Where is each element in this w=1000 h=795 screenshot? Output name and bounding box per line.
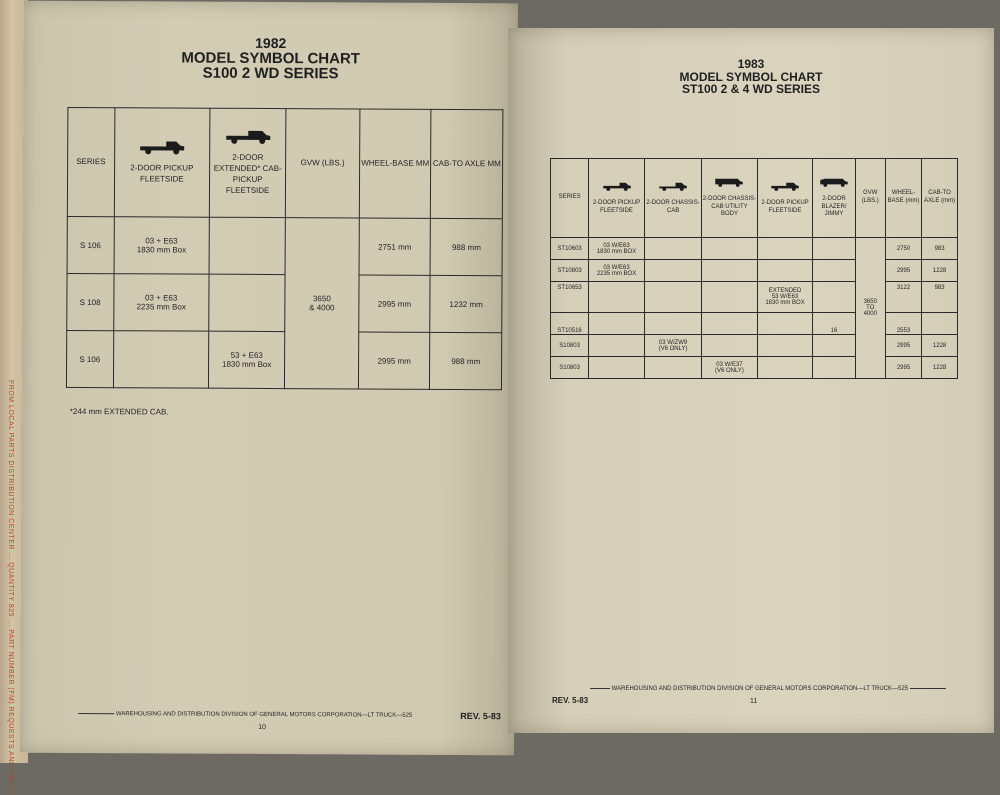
right-footer	[590, 686, 946, 692]
cell-wheelbase: 2995	[885, 335, 921, 357]
spine-stamp-text: FROM LOCAL PARTS DISTRIBUTION CENTER ... QUANTITY 825 ... PART NUMBER (FM) REQUESTS AND PARTS	[7, 380, 14, 795]
right-title-line2: MODEL SYMBOL CHART	[679, 69, 823, 84]
col-header-series: SERIES	[551, 159, 589, 238]
cell-cab-axle: 988 mm	[431, 218, 503, 275]
left-model-table	[66, 107, 503, 390]
col-header-chassis-cab-label: 2-DOOR CHASSIS-CAB	[646, 199, 700, 214]
cell-wheelbase: 2995	[885, 357, 921, 379]
table-row	[551, 238, 958, 260]
table-row	[551, 313, 958, 335]
cell-cab-axle: 983	[922, 238, 958, 260]
col-header-wheelbase: WHEEL-BASE (mm)	[885, 159, 921, 238]
col-header-gvw: GVW (LBS.)	[855, 159, 885, 238]
cell-series: S 108	[67, 273, 114, 330]
cell-wheelbase: 2553	[885, 313, 921, 335]
col-header-pickup	[589, 159, 645, 238]
col-header-cab-axle: CAB-TO AXLE MM	[431, 109, 503, 218]
cell-chassis-cab: 03 W/ZW9 (V6 ONLY)	[644, 335, 701, 357]
col-header-extended	[209, 108, 286, 217]
cell-cab-axle: 983	[922, 282, 958, 313]
blazer-icon	[819, 177, 849, 188]
cell-extended	[209, 217, 285, 274]
cell-pickup-2	[757, 238, 813, 260]
cell-chassis-cab	[644, 238, 701, 260]
col-header-blazer	[813, 159, 855, 238]
cell-gvw: 3650 & 4000	[285, 218, 359, 389]
cell-series: S10803	[551, 335, 589, 357]
cell-utility-body: 03 W/E37 (V6 ONLY)	[702, 357, 757, 379]
col-header-pickup-2-label: 2-DOOR PICKUP FLEETSIDE	[761, 199, 809, 214]
footer-rule	[590, 688, 610, 689]
cell-wheelbase: 2995 mm	[358, 332, 430, 389]
cell-chassis-cab	[644, 282, 701, 313]
cell-series: S 106	[67, 216, 114, 273]
left-footer-text: WAREHOUSING AND DISTRIBUTION DIVISION OF GENERAL MOTORS CORPORATION—LT TRUCK—525	[115, 711, 413, 719]
cell-cab-axle: 988 mm	[430, 332, 502, 389]
cell-pickup: 03 + E63 1830 mm Box	[114, 217, 210, 274]
cell-utility-body	[702, 238, 757, 260]
col-header-utility-body	[702, 159, 757, 238]
cell-pickup	[113, 331, 209, 388]
left-page	[20, 1, 518, 756]
cell-series: ST10803	[551, 260, 589, 282]
cell-blazer	[813, 357, 855, 379]
cell-utility-body	[702, 313, 757, 335]
col-header-utility-body-label: 2-DOOR CHASSIS-CAB UTILITY BODY	[702, 195, 757, 218]
col-header-pickup	[114, 108, 210, 217]
cell-utility-body	[702, 282, 757, 313]
cell-cab-axle	[922, 313, 958, 335]
col-header-pickup-2	[757, 159, 813, 238]
left-title-line2: MODEL SYMBOL CHART	[181, 49, 361, 68]
right-page-number: 11	[750, 698, 758, 705]
cell-utility-body	[702, 260, 757, 282]
chassis-cab-truck-icon	[658, 181, 688, 192]
cell-pickup	[589, 313, 645, 335]
cell-chassis-cab	[644, 313, 701, 335]
table-row	[551, 335, 958, 357]
col-header-series: SERIES	[67, 107, 114, 216]
pickup-truck-icon	[138, 140, 186, 156]
cell-wheelbase: 3122	[885, 282, 921, 313]
right-footer-text: WAREHOUSING AND DISTRIBUTION DIVISION OF GENERAL MOTORS CORPORATION—LT TRUCK—525	[611, 686, 909, 692]
cell-pickup-2	[757, 313, 813, 335]
right-title-year: 1983	[737, 57, 765, 71]
cell-cab-axle: 1228	[922, 357, 958, 379]
table-row	[67, 273, 502, 332]
cell-blazer	[813, 335, 855, 357]
footer-rule	[910, 688, 946, 689]
cell-utility-body	[702, 335, 757, 357]
cell-wheelbase: 2995 mm	[358, 275, 430, 332]
cell-wheelbase: 2995	[885, 260, 921, 282]
cell-blazer: 16	[813, 313, 855, 335]
cell-extended	[209, 274, 285, 331]
right-revision: REV. 5-83	[552, 696, 589, 705]
right-model-table	[550, 158, 958, 379]
cell-cab-axle: 1228	[922, 335, 958, 357]
cell-pickup-2: EXTENDED 53 W/E63 1830 mm BOX	[757, 282, 813, 313]
right-page-title	[508, 58, 994, 96]
cell-wheelbase: 2750	[885, 238, 921, 260]
cell-pickup: 03 W/E63 1830 mm BOX	[589, 238, 645, 260]
cell-pickup	[589, 335, 645, 357]
cell-blazer	[813, 260, 855, 282]
cell-pickup-2	[757, 260, 813, 282]
left-page-title	[24, 35, 518, 84]
left-page-number: 10	[258, 723, 266, 731]
right-table-header-row	[551, 159, 958, 238]
col-header-pickup-label: 2-DOOR PICKUP FLEETSIDE	[592, 199, 641, 214]
footer-rule	[78, 713, 114, 714]
pickup-truck-icon	[770, 181, 800, 192]
cell-blazer	[813, 238, 855, 260]
table-row	[66, 330, 501, 389]
table-row	[551, 357, 958, 379]
cell-series: ST10603	[551, 238, 589, 260]
cell-wheelbase: 2751 mm	[359, 218, 431, 275]
cell-series: ST10653	[551, 282, 589, 313]
cell-chassis-cab	[644, 357, 701, 379]
cell-cab-axle: 1228	[922, 260, 958, 282]
cell-chassis-cab	[644, 260, 701, 282]
cell-series: ST10516	[551, 313, 589, 335]
table-row	[551, 260, 958, 282]
col-header-wheelbase: WHEEL-BASE MM	[359, 109, 431, 218]
col-header-pickup-label: 2-DOOR PICKUP FLEETSIDE	[130, 163, 194, 184]
table-row	[67, 216, 502, 275]
pickup-truck-icon	[602, 181, 632, 192]
cell-cab-axle: 1232 mm	[430, 275, 502, 332]
cell-blazer	[813, 282, 855, 313]
col-header-extended-label: 2-DOOR EXTENDED* CAB-PICKUP FLEETSIDE	[213, 153, 282, 195]
col-header-gvw: GVW (LBS.)	[286, 109, 360, 218]
table-row	[551, 282, 958, 313]
left-footer	[78, 711, 412, 719]
cell-pickup	[589, 357, 645, 379]
extended-cab-truck-icon	[224, 129, 272, 145]
cell-pickup-2	[757, 335, 813, 357]
cell-pickup	[589, 282, 645, 313]
cell-extended: 53 + E63 1830 mm Box	[209, 331, 285, 388]
left-revision: REV. 5-83	[460, 711, 501, 722]
col-header-cab-axle: CAB-TO AXLE (mm)	[922, 159, 958, 238]
cell-series: S 106	[66, 330, 113, 387]
utility-body-truck-icon	[714, 177, 744, 188]
left-footnote: *244 mm EXTENDED CAB.	[69, 406, 169, 417]
cell-gvw: 3650 TO 4000	[855, 238, 885, 379]
right-title-line3: ST100 2 & 4 WD SERIES	[681, 82, 821, 97]
cell-pickup-2	[757, 357, 813, 379]
left-title-year: 1982	[255, 34, 287, 52]
cell-series: S10803	[551, 357, 589, 379]
col-header-blazer-label: 2-DOOR BLAZER/ JIMMY	[821, 195, 847, 218]
cell-pickup: 03 + E63 2235 mm Box	[113, 274, 209, 331]
col-header-chassis-cab	[644, 159, 701, 238]
left-title-line3: S100 2 WD SERIES	[202, 65, 339, 83]
right-page	[508, 28, 994, 733]
left-table-header-row	[67, 107, 503, 218]
cell-pickup: 03 W/E63 2235 mm BOX	[589, 260, 645, 282]
